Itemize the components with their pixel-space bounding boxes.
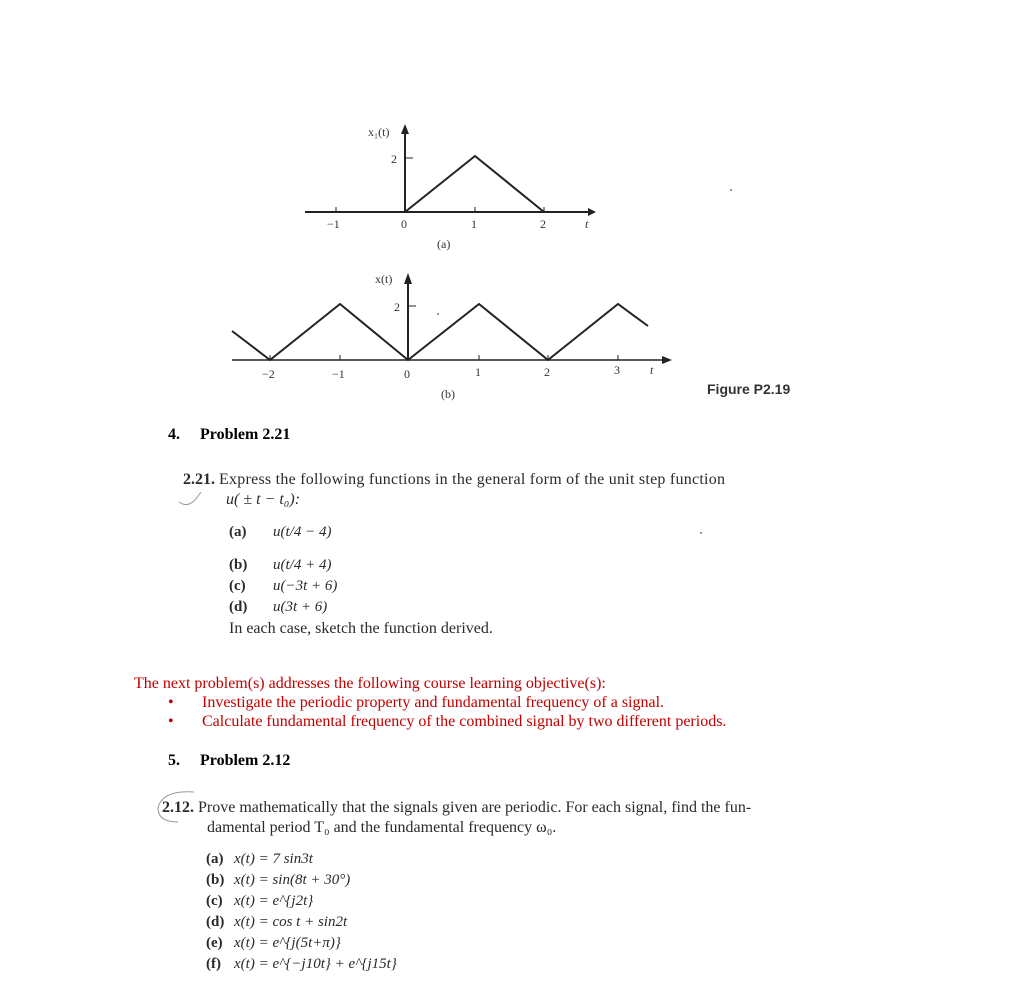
plot-b-ylabel: x(t)	[375, 272, 393, 286]
problem-2-12-prompt-line2: damental period T₀ and the fundamental frequency ω₀.	[207, 819, 557, 836]
problem-2-12-prompt-line1: Prove mathematically that the signals given are periodic. For each signal, find the fun-	[198, 799, 752, 816]
part-label: (f)	[206, 956, 221, 972]
part-expression: u(3t + 6)	[273, 599, 328, 615]
problem-2-21-part	[229, 555, 883, 576]
figure-p2-19	[0, 0, 1024, 420]
part-expression: x(t) = e^{j2t}	[234, 893, 314, 909]
bullet-icon: •	[168, 713, 174, 730]
objectives-intro: The next problem(s) addresses the following course learning objective(s):	[134, 675, 606, 692]
section-5-number: 5.	[168, 752, 180, 769]
plot-a-signal	[405, 156, 544, 212]
plot-b-signal	[232, 304, 648, 360]
problem-2-21	[183, 470, 883, 639]
section-4-title: Problem 2.21	[200, 426, 291, 443]
plot-a-xtick-label: 1	[471, 217, 477, 231]
problem-2-12-number: 2.12.	[162, 799, 194, 816]
part-label: (c)	[229, 578, 246, 594]
problem-2-21-part	[229, 522, 883, 543]
bullet-icon: •	[168, 694, 174, 711]
problem-2-21-prompt-line2: u( ± t − t₀):	[226, 491, 301, 508]
figure-caption: Figure P2.19	[707, 381, 791, 397]
problem-2-12-part	[206, 912, 862, 933]
part-label: (d)	[206, 914, 225, 930]
plot-b-xtick-label: 3	[614, 363, 620, 377]
objective-item	[134, 693, 726, 712]
problem-2-21-number: 2.21.	[183, 471, 215, 488]
plot-b-sublabel: (b)	[441, 387, 455, 401]
plot-b-y-arrow	[404, 273, 412, 284]
problem-2-12-part	[206, 870, 862, 891]
problem-2-21-prompt-line1: Express the following functions in the general form of the unit step function	[219, 471, 726, 488]
problem-2-12-prompt	[162, 798, 862, 818]
plot-b-xtick-label: −1	[332, 367, 345, 381]
part-expression: u(t/4 − 4)	[273, 524, 332, 540]
plot-b-xtick-label: 1	[475, 365, 481, 379]
part-label: (a)	[206, 851, 224, 867]
part-expression: u(t/4 + 4)	[273, 557, 332, 573]
part-expression: x(t) = 7 sin3t	[234, 851, 313, 867]
plot-a-ytick-label: 2	[391, 152, 397, 166]
problem-2-12-part	[206, 933, 862, 954]
problem-2-21-closing: In each case, sketch the function derived.	[229, 620, 493, 637]
part-label: (b)	[206, 872, 225, 888]
part-expression: x(t) = e^{−j10t} + e^{j15t}	[234, 956, 397, 972]
scan-speck	[730, 189, 732, 191]
plot-b-ytick-label: 2	[394, 300, 400, 314]
objective-text: Calculate fundamental frequency of the combined signal by two different periods.	[202, 713, 727, 730]
section-4-number: 4.	[168, 426, 180, 443]
plot-b-xtick-label: −2	[262, 367, 275, 381]
plot-b-xlabel: t	[650, 363, 654, 377]
plot-a-xtick-label: −1	[327, 217, 340, 231]
plot-b	[232, 272, 672, 401]
plot-a-sublabel: (a)	[437, 237, 451, 251]
plot-a-y-arrow	[401, 124, 409, 134]
part-expression: x(t) = e^{j(5t+π)}	[234, 935, 341, 951]
objectives-list	[134, 693, 726, 731]
part-expression: x(t) = cos t + sin2t	[234, 914, 348, 930]
plot-a-ylabel: x₁(t)	[368, 125, 390, 139]
problem-2-12	[162, 798, 862, 975]
part-label: (a)	[229, 524, 247, 540]
plot-a-xtick-label: 2	[540, 217, 546, 231]
plot-b-x-arrow	[662, 356, 672, 364]
plot-a-xtick-label: 0	[401, 217, 407, 231]
part-expression: u(−3t + 6)	[273, 578, 338, 594]
part-expression: x(t) = sin(8t + 30°)	[234, 872, 351, 888]
problem-2-12-part	[206, 954, 862, 975]
plot-b-xtick-label: 2	[544, 365, 550, 379]
problem-2-21-part	[229, 576, 883, 597]
section-5-heading	[168, 752, 290, 770]
problem-2-21-part	[229, 597, 883, 618]
problem-2-12-part	[206, 849, 862, 870]
plot-a-x-arrow	[588, 208, 596, 216]
check-mark-icon	[177, 492, 207, 512]
objective-text: Investigate the periodic property and fundamental frequency of a signal.	[202, 694, 665, 711]
problem-2-21-prompt	[183, 470, 883, 490]
part-label: (d)	[229, 599, 248, 615]
plot-a-xlabel: t	[585, 217, 589, 231]
objective-item	[134, 712, 726, 731]
plot-b-xtick-label: 0	[404, 367, 410, 381]
section-5-title: Problem 2.12	[200, 752, 291, 769]
part-label: (e)	[206, 935, 223, 951]
plot-a	[305, 124, 596, 251]
learning-objectives	[134, 674, 726, 731]
circle-annotation-icon	[154, 788, 204, 828]
problem-2-12-part	[206, 891, 862, 912]
part-label: (b)	[229, 557, 248, 573]
scan-speck	[437, 313, 439, 315]
section-4-heading	[168, 426, 290, 444]
part-label: (c)	[206, 893, 223, 909]
